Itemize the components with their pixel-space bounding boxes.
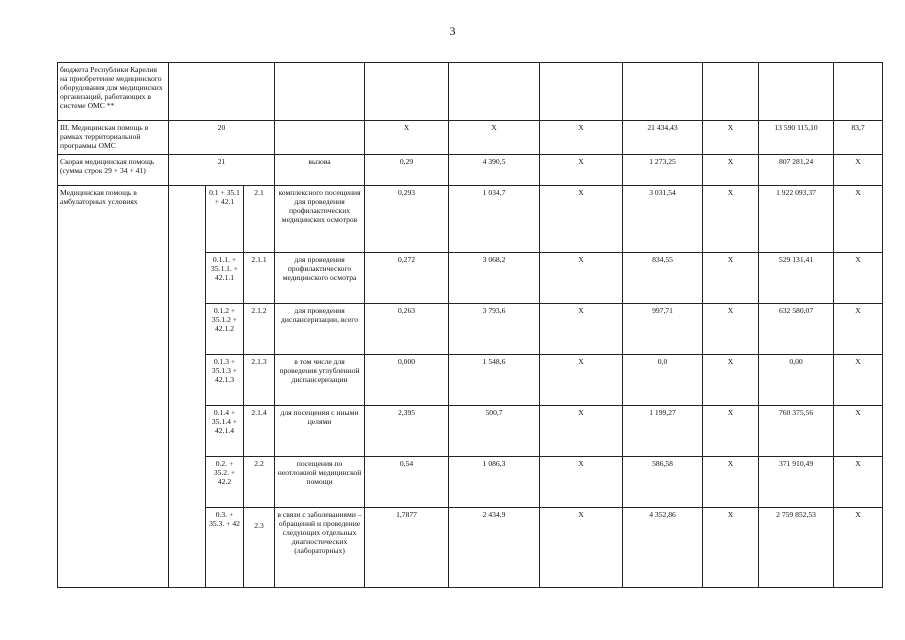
value-cell (365, 63, 449, 121)
value-cell: 760 375,56 (759, 405, 834, 456)
value-cell: X (540, 185, 623, 252)
value-cell: 2,395 (365, 405, 449, 456)
row-code: 0.3. + 35.3. + 42 (206, 507, 244, 587)
row-code: 0.1.3 + 35.1.3 + 42.1.3 (206, 354, 244, 405)
value-cell: 0,0 (623, 354, 703, 405)
unit-cell: для проведения диспансеризации, всего (275, 303, 365, 354)
value-cell: X (834, 185, 883, 252)
sub-number: 2.1.3 (244, 354, 275, 405)
sub-number: 2.1.4 (244, 405, 275, 456)
value-cell: 0,263 (365, 303, 449, 354)
value-cell (759, 63, 834, 121)
row-code: 0.2. + 35.2. + 42.2 (206, 456, 244, 507)
unit-cell: комплексного посещения для проведения профилактических медицинских осмотров (275, 185, 365, 252)
row-code: 0.1.2 + 35.1.2 + 42.1.2 (206, 303, 244, 354)
value-cell: 500,7 (449, 405, 540, 456)
value-cell: 1 086,3 (449, 456, 540, 507)
value-cell (623, 63, 703, 121)
value-cell: X (449, 121, 540, 155)
unit-cell (275, 121, 365, 155)
value-cell: X (834, 405, 883, 456)
section-name: Медицинская помощь в амбулаторных условиях (58, 185, 169, 587)
value-cell: 1 199,27 (623, 405, 703, 456)
value-cell (540, 63, 623, 121)
unit-cell: для посещения с иными целями (275, 405, 365, 456)
row-name: бюджета Республики Карелия на приобретение медицинского оборудования для медицинских организаций, работающих в системе ОМС ** (58, 63, 169, 121)
value-cell: 4 352,86 (623, 507, 703, 587)
value-cell: 997,71 (623, 303, 703, 354)
sub-number: 2.3 (244, 507, 275, 587)
table-row (58, 121, 883, 155)
value-cell: X (540, 252, 623, 303)
value-cell: X (703, 252, 759, 303)
value-cell: 586,58 (623, 456, 703, 507)
value-cell: X (540, 405, 623, 456)
value-cell: X (703, 456, 759, 507)
sub-number: 2.1.2 (244, 303, 275, 354)
value-cell: X (834, 354, 883, 405)
value-cell: 3 068,2 (449, 252, 540, 303)
value-cell: X (703, 154, 759, 185)
value-cell: X (540, 507, 623, 587)
value-cell: X (703, 507, 759, 587)
value-cell: 21 434,43 (623, 121, 703, 155)
row-number-cell (169, 63, 275, 121)
row-name: III. Медицинская помощь в рамках территориальной программы ОМС (58, 121, 169, 155)
row-code: 0.1.4 + 35.1.4 + 42.1.4 (206, 405, 244, 456)
value-cell: 0,54 (365, 456, 449, 507)
row-code: 0.1 + 35.1 + 42.1 (206, 185, 244, 252)
unit-cell: в связи с заболеваниями – обращений и проведение следующих отдельных диагностических (лабораторных) (275, 507, 365, 587)
value-cell: 83,7 (834, 121, 883, 155)
value-cell: X (834, 252, 883, 303)
value-cell: 0,293 (365, 185, 449, 252)
table-row (58, 154, 883, 185)
value-cell: X (540, 354, 623, 405)
table-row (58, 185, 883, 252)
value-cell: X (540, 121, 623, 155)
value-cell: 834,55 (623, 252, 703, 303)
sub-number: 2.2 (244, 456, 275, 507)
value-cell: 807 281,24 (759, 154, 834, 185)
value-cell: X (365, 121, 449, 155)
value-cell (834, 63, 883, 121)
value-cell (449, 63, 540, 121)
page-number: 3 (449, 24, 456, 38)
value-cell: X (540, 303, 623, 354)
unit-cell: посещения по неотложной медицинской помощи (275, 456, 365, 507)
blank-cell (169, 185, 206, 587)
value-cell: X (703, 354, 759, 405)
value-cell: 0,00 (759, 354, 834, 405)
value-cell: X (540, 456, 623, 507)
value-cell: 1 273,25 (623, 154, 703, 185)
value-cell: 632 580,07 (759, 303, 834, 354)
value-cell: 3 793,6 (449, 303, 540, 354)
row-number: 21 (169, 154, 275, 185)
sub-number: 2.1.1 (244, 252, 275, 303)
value-cell: X (540, 154, 623, 185)
value-cell: 4 390,5 (449, 154, 540, 185)
value-cell: 2 434,9 (449, 507, 540, 587)
value-cell: 0,272 (365, 252, 449, 303)
unit-cell (275, 63, 365, 121)
value-cell: 13 590 115,10 (759, 121, 834, 155)
table-row (58, 63, 883, 121)
value-cell: X (834, 303, 883, 354)
row-code: 0.1.1. + 35.1.1. + 42.1.1 (206, 252, 244, 303)
row-number: 20 (169, 121, 275, 155)
value-cell: 1 034,7 (449, 185, 540, 252)
value-cell: 371 910,49 (759, 456, 834, 507)
unit-cell: для проведения профилактического медицинского осмотра (275, 252, 365, 303)
value-cell: 1,7877 (365, 507, 449, 587)
value-cell: X (703, 405, 759, 456)
value-cell: X (834, 456, 883, 507)
unit-cell: вызова (275, 154, 365, 185)
value-cell: X (703, 185, 759, 252)
value-cell: X (834, 154, 883, 185)
value-cell: 2 759 852,53 (759, 507, 834, 587)
value-cell: 529 131,41 (759, 252, 834, 303)
unit-cell: в том числе для проведения углубленной диспансеризации (275, 354, 365, 405)
row-name: Скорая медицинская помощь (сумма строк 29 + 34 + 41) (58, 154, 169, 185)
value-cell: X (834, 507, 883, 587)
sub-number: 2.1 (244, 185, 275, 252)
value-cell: 1 922 093,37 (759, 185, 834, 252)
value-cell: 0,29 (365, 154, 449, 185)
value-cell: 1 548,6 (449, 354, 540, 405)
value-cell: X (703, 121, 759, 155)
value-cell: 3 031,54 (623, 185, 703, 252)
budget-table (57, 62, 883, 588)
value-cell (703, 63, 759, 121)
value-cell: 0,000 (365, 354, 449, 405)
value-cell: X (703, 303, 759, 354)
